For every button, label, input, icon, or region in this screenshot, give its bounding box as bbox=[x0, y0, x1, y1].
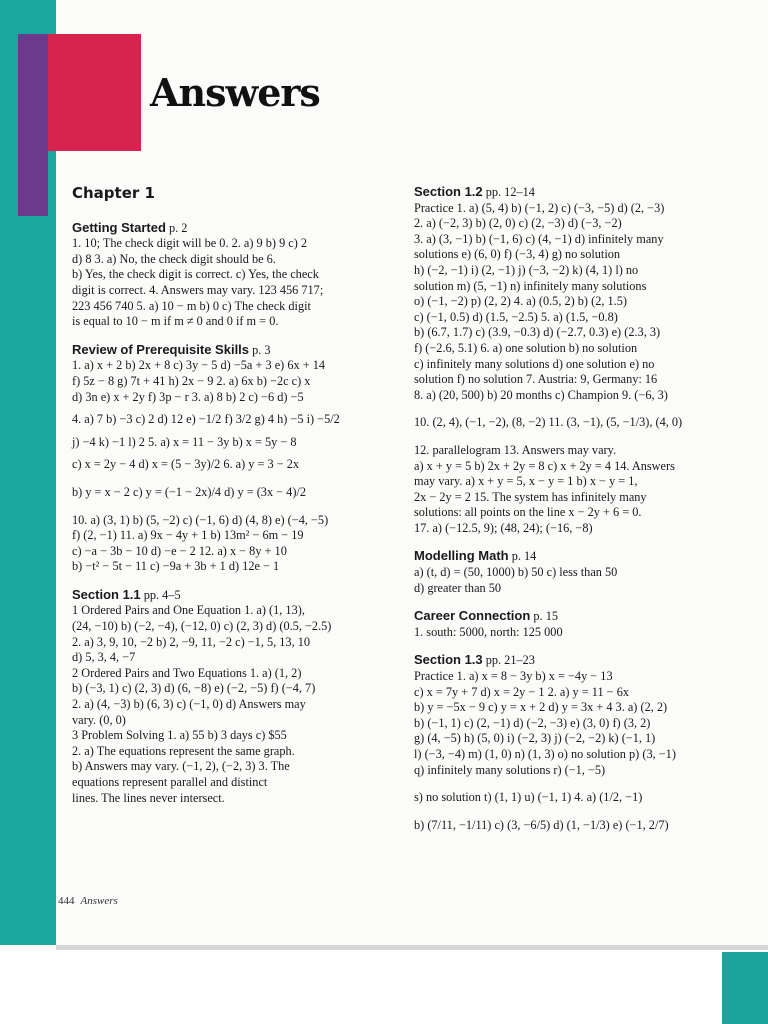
answer-line: b) Answers may vary. (−1, 2), (−2, 3) 3. The bbox=[72, 759, 290, 774]
answer-line: f) 5z − 8 g) 7t + 41 h) 2x − 9 2. a) 6x b) −2c c) x bbox=[72, 373, 311, 388]
answer-line: 10. a) (3, 1) b) (5, −2) c) (−1, 6) d) (4, 8) e) (−4, −5) bbox=[72, 512, 329, 527]
answer-line: d) 3n e) x + 2y f) 3p − r 3. a) 8 b) 2 c) −6 d) −5 bbox=[72, 389, 304, 404]
section-1-1-heading: Section 1.1 bbox=[72, 586, 141, 602]
answer-line: digit is correct. 4. Answers may vary. 123 456 717; bbox=[72, 282, 324, 297]
chapter-heading: Chapter 1 bbox=[72, 184, 155, 202]
answer-line: a) x + y = 5 b) 2x + 2y = 8 c) x + 2y = 4 14. Answers bbox=[414, 458, 675, 473]
answer-line: is equal to 10 − m if m ≠ 0 and 0 if m = 0. bbox=[72, 314, 279, 329]
answer-line: may vary. a) x + y = 5, x − y = 1 b) x − y = 1, bbox=[414, 474, 638, 489]
right-column bbox=[414, 184, 732, 833]
career-heading: Career Connection bbox=[414, 608, 531, 624]
answer-line: b) y = −5x − 9 c) y = x + 2 d) y = 3x + 4 3. a) (2, 2) bbox=[414, 700, 668, 715]
answer-line: f) (2, −1) 11. a) 9x − 4y + 1 b) 13m² − 6m − 19 bbox=[72, 528, 304, 543]
section-1-3-pages: pp. 21–23 bbox=[485, 653, 535, 668]
section-1-1-pages: pp. 4–5 bbox=[143, 587, 181, 602]
answer-line: b) (6.7, 1.7) c) (3.9, −0.3) d) (−2.7, 0.3) e) (2.3, 3) bbox=[414, 325, 661, 340]
section-1-2-heading: Section 1.2 bbox=[414, 184, 483, 199]
answer-line: c) x = 2y − 4 d) x = (5 − 3y)/2 6. a) y = 3 − 2x bbox=[72, 457, 300, 472]
answer-line: 12. parallelogram 13. Answers may vary. bbox=[414, 442, 617, 457]
answer-line: 2x − 2y = 2 15. The system has infinitely many bbox=[414, 489, 647, 504]
answer-line: 2. a) (−2, 3) b) (2, 0) c) (2, −3) d) (−3, −2) bbox=[414, 216, 622, 231]
red-accent-block bbox=[48, 34, 141, 151]
answer-line: b) (−3, 1) c) (2, 3) d) (6, −8) e) (−2, −5) f) (−4, 7) bbox=[72, 681, 316, 696]
section-heading bbox=[72, 220, 390, 237]
answer-line: Practice 1. a) (5, 4) b) (−1, 2) c) (−3, −5) d) (2, −3) bbox=[414, 200, 665, 215]
section-1-3-heading: Section 1.3 bbox=[414, 652, 483, 668]
answer-line: d) 8 3. a) No, the check digit should be 6. bbox=[72, 251, 276, 266]
answer-line: b) Yes, the check digit is correct. c) Yes, the check bbox=[72, 267, 319, 282]
left-column bbox=[72, 186, 390, 806]
modelling-heading: Modelling Math bbox=[414, 548, 509, 564]
section-heading bbox=[72, 587, 390, 604]
answer-line: b) −t² − 5t − 11 c) −9a + 3b + 1 d) 12e − 1 bbox=[72, 559, 280, 574]
answer-line: b) y = x − 2 c) y = (−1 − 2x)/4 d) y = (3x − 4)/2 bbox=[72, 484, 306, 499]
answer-line: b) (7/11, −1/11) c) (3, −6/5) d) (1, −1/3) e) (−1, 2/7) bbox=[414, 817, 669, 832]
footer-label: Answers bbox=[80, 895, 118, 907]
answer-line: 223 456 740 5. a) 10 − m b) 0 c) The check digit bbox=[72, 298, 311, 313]
answer-line: c) −a − 3b − 10 d) −e − 2 12. a) x − 8y + 10 bbox=[72, 543, 287, 558]
section-heading bbox=[414, 548, 732, 565]
purple-accent-bar bbox=[18, 34, 48, 216]
answer-line: s) no solution t) (1, 1) u) (−1, 1) 4. a) (1/2, −1) bbox=[414, 790, 643, 805]
page-number: 444 bbox=[58, 895, 75, 907]
answer-line: (24, −10) b) (−2, −4), (−12, 0) c) (2, 3) d) (0.5, −2.5) bbox=[72, 619, 332, 634]
answer-line: Practice 1. a) x = 8 − 3y b) x = −4y − 13 bbox=[414, 669, 613, 684]
answer-line: 1. a) x + 2 b) 2x + 8 c) 3y − 5 d) −5a + 3 e) 6x + 14 bbox=[72, 358, 325, 373]
teal-corner-block bbox=[722, 952, 768, 1024]
answer-line: 1 Ordered Pairs and One Equation 1. a) (1, 13), bbox=[72, 603, 305, 618]
section-1-2-pages: pp. 12–14 bbox=[485, 185, 535, 199]
answer-line: 1. south: 5000, north: 125 000 bbox=[414, 624, 563, 639]
answer-line: c) x = 7y + 7 d) x = 2y − 1 2. a) y = 11 − 6x bbox=[414, 684, 629, 699]
answer-line: 2. a) 3, 9, 10, −2 b) 2, −9, 11, −2 c) −1, 5, 13, 10 bbox=[72, 634, 311, 649]
answer-line: 3. a) (3, −1) b) (−1, 6) c) (4, −1) d) infinitely many bbox=[414, 231, 664, 246]
answer-line: g) (4, −5) h) (5, 0) i) (−2, 3) j) (−2, −2) k) (−1, 1) bbox=[414, 731, 656, 746]
answer-line: a) (t, d) = (50, 1000) b) 50 c) less than 50 bbox=[414, 565, 618, 580]
getting-started-heading: Getting Started bbox=[72, 219, 166, 235]
answer-line: vary. (0, 0) bbox=[72, 712, 126, 727]
answer-line: 17. a) (−12.5, 9); (48, 24); (−16, −8) bbox=[414, 520, 593, 535]
answer-line: h) (−2, −1) i) (2, −1) j) (−3, −2) k) (4, 1) l) no bbox=[414, 262, 639, 277]
answer-line: b) (−1, 1) c) (2, −1) d) (−2, −3) e) (3, 0) f) (3, 2) bbox=[414, 715, 651, 730]
review-heading: Review of Prerequisite Skills bbox=[72, 341, 250, 357]
getting-started-page: p. 2 bbox=[168, 220, 188, 235]
section-heading bbox=[414, 184, 732, 201]
answer-line: 2. a) (4, −3) b) (6, 3) c) (−1, 0) d) Answers may bbox=[72, 697, 306, 712]
answer-line: 10. (2, 4), (−1, −2), (8, −2) 11. (3, −1), (5, −1/3), (4, 0) bbox=[414, 415, 683, 430]
answer-line: 4. a) 7 b) −3 c) 2 d) 12 e) −1/2 f) 3/2 g) 4 h) −5 i) −5/2 bbox=[72, 412, 340, 427]
answer-line: q) infinitely many solutions r) (−1, −5) bbox=[414, 762, 606, 777]
answer-line: solutions e) (6, 0) f) (−3, 4) g) no solution bbox=[414, 247, 621, 262]
section-heading bbox=[72, 342, 390, 359]
answer-line: j) −4 k) −1 l) 2 5. a) x = 11 − 3y b) x = 5y − 8 bbox=[72, 434, 297, 449]
answer-line: 2. a) The equations represent the same graph. bbox=[72, 743, 295, 758]
answer-line: 8. a) (20, 500) b) 20 months c) Champion 9. (−6, 3) bbox=[414, 387, 668, 402]
answer-line: 3 Problem Solving 1. a) 55 b) 3 days c) $55 bbox=[72, 728, 287, 743]
answer-line: f) (−2.6, 5.1) 6. a) one solution b) no solution bbox=[414, 340, 638, 355]
modelling-page: p. 14 bbox=[511, 549, 537, 564]
answer-line: c) (−1, 0.5) d) (1.5, −2.5) 5. a) (1.5, −0.8) bbox=[414, 309, 618, 324]
answer-line: d) 5, 3, 4, −7 bbox=[72, 650, 136, 665]
answer-line: equations represent parallel and distinct bbox=[72, 775, 268, 789]
answer-line: solution m) (5, −1) n) infinitely many solutions bbox=[414, 278, 647, 293]
answer-line: o) (−1, −2) p) (2, 2) 4. a) (0.5, 2) b) (2, 1.5) bbox=[414, 294, 627, 309]
section-heading bbox=[414, 652, 732, 669]
answer-line: lines. The lines never intersect. bbox=[72, 790, 225, 805]
answer-line: 1. 10; The check digit will be 0. 2. a) 9 b) 9 c) 2 bbox=[72, 236, 308, 251]
answer-line: l) (−3, −4) m) (1, 0) n) (1, 3) o) no solution p) (3, −1) bbox=[414, 747, 676, 761]
review-page: p. 3 bbox=[252, 342, 271, 357]
answer-line: solutions: all points on the line x − 2y + 6 = 0. bbox=[414, 505, 642, 520]
page-title: Answers bbox=[150, 70, 320, 115]
page-footer bbox=[58, 895, 118, 907]
section-heading bbox=[414, 608, 732, 625]
answer-line: 2 Ordered Pairs and Two Equations 1. a) (1, 2) bbox=[72, 665, 302, 680]
career-page: p. 15 bbox=[533, 609, 558, 624]
answer-line: c) infinitely many solutions d) one solution e) no bbox=[414, 356, 655, 371]
answer-line: solution f) no solution 7. Austria: 9, Germany: 16 bbox=[414, 372, 658, 387]
answer-line: d) greater than 50 bbox=[414, 580, 502, 595]
page-edge-shadow bbox=[56, 945, 768, 950]
